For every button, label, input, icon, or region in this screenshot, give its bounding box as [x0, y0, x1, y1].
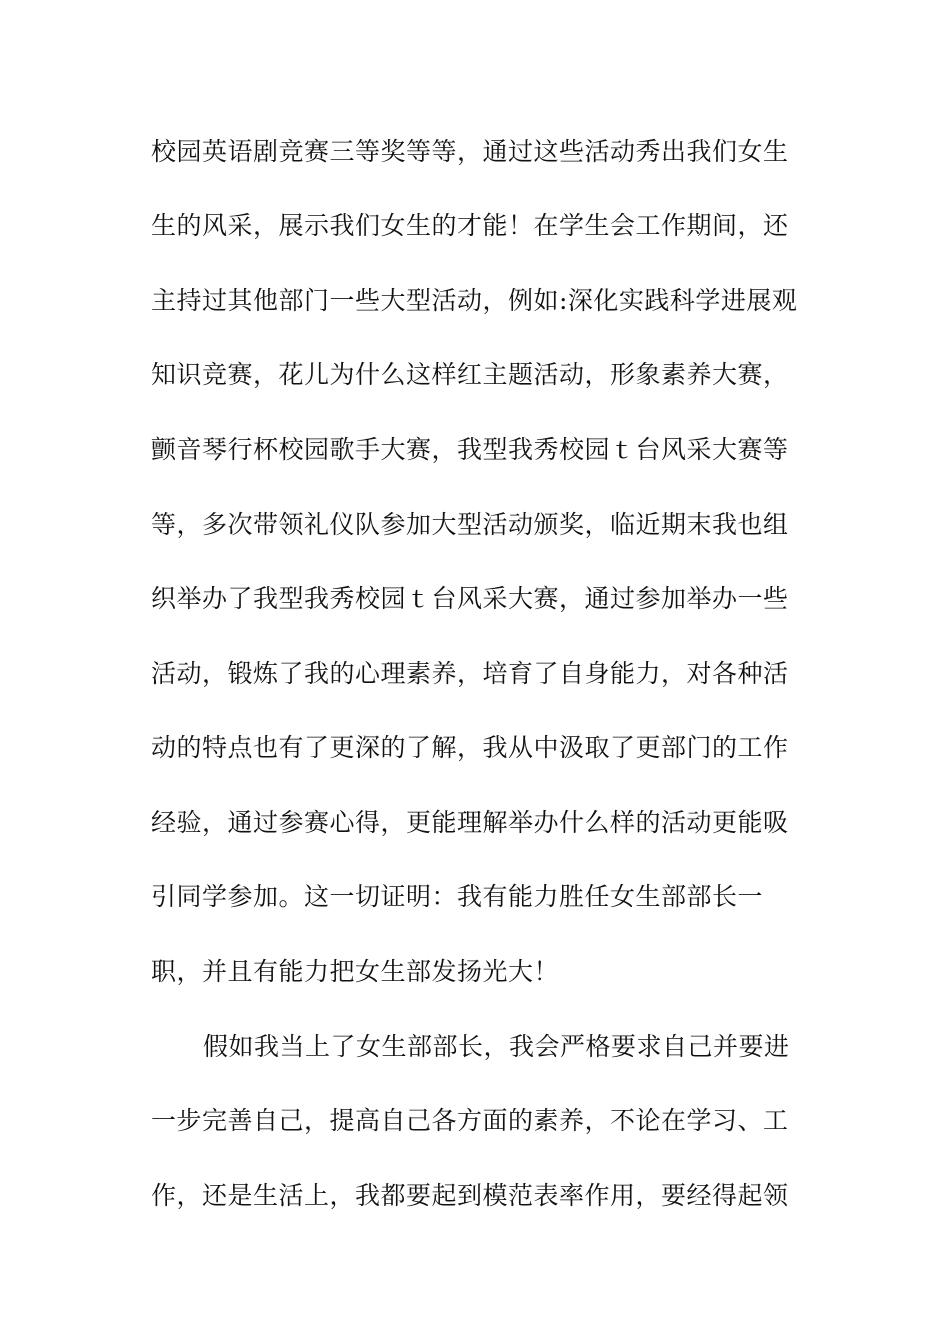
paragraph-line: 职，并且有能力把女生部发扬光大！	[151, 957, 560, 986]
paragraph-first-line: 假如我当上了女生部部长，我会严格要求自己并要进	[203, 1032, 790, 1061]
paragraph-line: 颤音琴行杯校园歌手大赛，我型我秀校园ｔ台风采大赛等	[151, 435, 789, 464]
paragraph-line: 知识竞赛，花儿为什么这样红主题活动，形象素养大赛，	[151, 360, 789, 389]
paragraph-line: 一步完善自己，提高自己各方面的素养，不论在学习、工	[151, 1106, 789, 1135]
paragraph-line: 经验，通过参赛心得，更能理解举办什么样的活动更能吸	[151, 808, 789, 837]
paragraph-line: 引同学参加。这一切证明：我有能力胜任女生部部长一	[151, 882, 764, 911]
paragraph-line: 动的特点也有了更深的了解，我从中汲取了更部门的工作	[151, 733, 789, 762]
paragraph-line: 作，还是生活上，我都要起到模范表率作用，要经得起领	[151, 1181, 789, 1210]
paragraph-line: 生的风采，展示我们女生的才能！在学生会工作期间，还	[151, 211, 789, 240]
paragraph-line: 校园英语剧竞赛三等奖等等，通过这些活动秀出我们女生	[151, 137, 789, 166]
paragraph-line: 织举办了我型我秀校园ｔ台风采大赛，通过参加举办一些	[151, 584, 789, 613]
paragraph-line: 主持过其他部门一些大型活动，例如:深化实践科学进展观	[151, 286, 798, 315]
paragraph-line: 等，多次带领礼仪队参加大型活动颁奖，临近期末我也组	[151, 510, 789, 539]
paragraph-line: 活动，锻炼了我的心理素养，培育了自身能力，对各种活	[151, 659, 789, 688]
